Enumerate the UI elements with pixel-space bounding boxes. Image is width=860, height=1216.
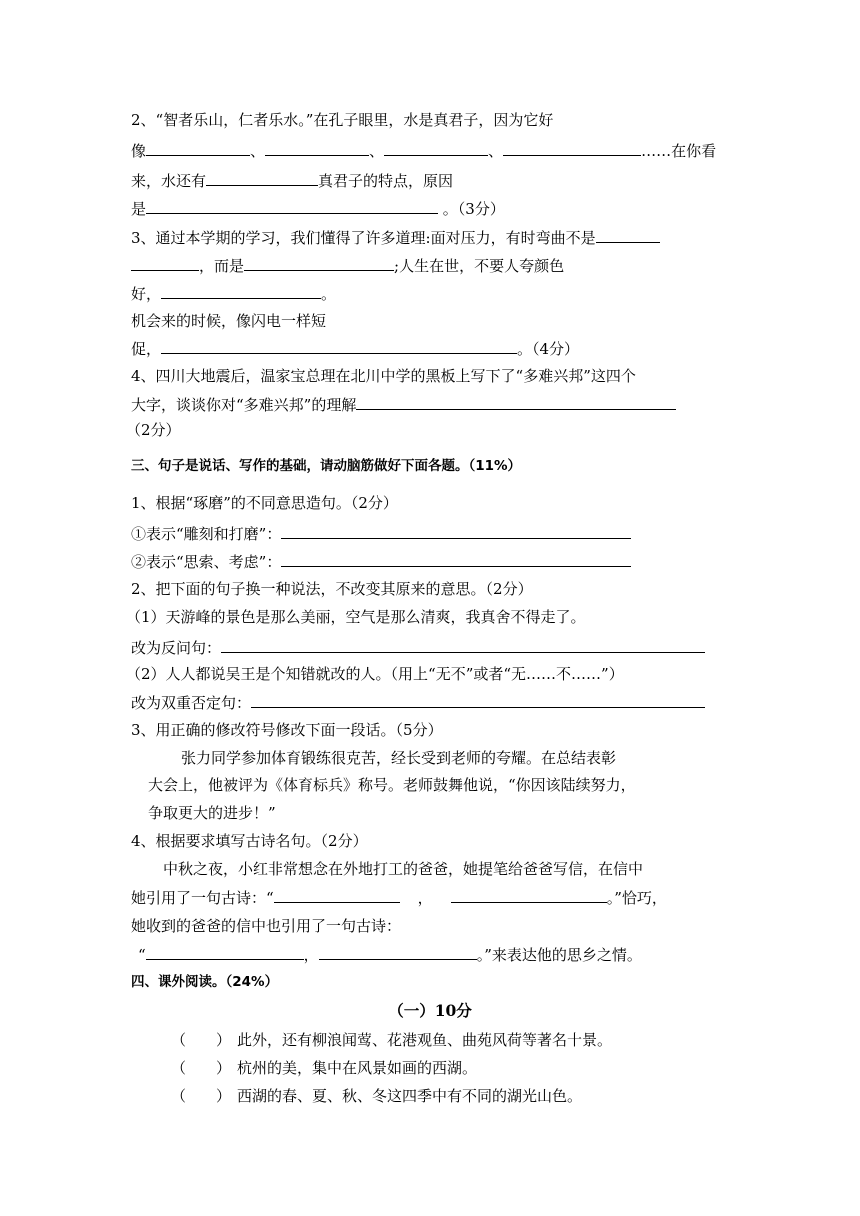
s3-q4-para4-mid: ，	[303, 946, 319, 964]
reading-item-2-paren[interactable]: （ ）	[171, 1059, 232, 1077]
s3-q4-para2-prefix: 她引用了一句古诗：“	[131, 889, 274, 907]
s3-q4-para3: 她收到的爸爸的信中也引用了一句古诗：	[131, 917, 402, 935]
s3-q1: 1、根据“琢磨”的不同意思造句。（2分）	[131, 494, 398, 512]
s3-q1a-blank[interactable]	[281, 522, 631, 539]
s3-q4-blank-2[interactable]	[451, 886, 607, 903]
q4-answer-blank[interactable]	[356, 393, 676, 410]
s3-q4-blank-4[interactable]	[319, 943, 477, 960]
q3-blank-1a[interactable]	[596, 226, 660, 243]
q3-blank-1b[interactable]	[131, 254, 199, 271]
reading-item-1	[171, 1029, 612, 1051]
q3-line3-suffix: 。	[321, 285, 337, 303]
q3-line2	[131, 254, 564, 277]
q3-line5-suffix: 。（4分）	[517, 340, 580, 358]
s3-q3: 3、用正确的修改符号修改下面一段话。（5分）	[131, 721, 443, 739]
q4-line2	[131, 393, 676, 416]
s3-q1b-label: ②表示“思索、考虑”：	[131, 553, 282, 571]
q4-score: （2分）	[126, 421, 181, 439]
s3-q1b	[131, 550, 631, 573]
q2-blank-1[interactable]	[146, 139, 250, 156]
q3-blank-2[interactable]	[244, 254, 394, 271]
reading-item-3	[171, 1085, 582, 1107]
q3-line2-suffix: ;人生在世，不要人夸颜色	[394, 257, 565, 275]
s3-q1a-label: ①表示“雕刻和打磨”：	[131, 525, 282, 543]
q2-sep-3: 、	[488, 142, 504, 160]
section4-heading: 四、课外阅读。（24%）	[131, 974, 279, 990]
q2-sep-1: 、	[250, 142, 266, 160]
s3-q2-s2: （2）人人都说吴王是个知错就改的人。（用上“无不”或者“无……不……”）	[126, 665, 624, 683]
q3-line1-text: 3、通过本学期的学习，我们懂得了许多道理:面对压力，有时弯曲不是	[131, 229, 596, 247]
q2-blank-2[interactable]	[265, 139, 369, 156]
s3-q4-para2	[131, 886, 667, 909]
q3-blank-4[interactable]	[161, 337, 517, 354]
s3-q4-para2-suffix: 。”恰巧，	[606, 889, 667, 907]
s3-q2: 2、把下面的句子换一种说法，不改变其原来的意思。（2分）	[131, 580, 533, 598]
s3-q3-para3: 争取更大的进步！”	[148, 804, 276, 822]
q3-line2-mid: ，而是	[199, 257, 245, 275]
s3-q4-para4-prefix: “	[138, 946, 146, 964]
s3-q4: 4、根据要求填写古诗名句。（2分）	[131, 832, 368, 850]
q2-line2-prefix: 像	[131, 142, 147, 160]
q2-blank-3[interactable]	[384, 139, 488, 156]
s3-q2-s2-label: 改为双重否定句：	[131, 694, 252, 712]
q2-line4-prefix: 是	[131, 200, 147, 218]
s3-q2-s1-blank[interactable]	[221, 636, 705, 653]
reading-item-1-paren[interactable]: （ ）	[171, 1031, 232, 1049]
q2-line3-prefix: 来，水还有	[131, 172, 207, 190]
q3-line1	[131, 226, 660, 249]
q3-line4: 机会来的时候，像闪电一样短	[131, 312, 327, 330]
q4-line1: 4、四川大地震后，温家宝总理在北川中学的黑板上写下了“多难兴邦”这四个	[131, 367, 636, 385]
q3-line3-prefix: 好，	[131, 285, 162, 303]
q2-line3-suffix: 真君子的特点，原因	[318, 172, 454, 190]
s3-q3-para2: 大会上，他被评为《体育标兵》称号。老师鼓舞他说，“你因该陆续努力，	[148, 776, 636, 794]
s3-q2-s2-blank[interactable]	[251, 691, 705, 708]
q3-line5-prefix: 促，	[131, 340, 162, 358]
q2-sep-2: 、	[369, 142, 385, 160]
q2-blank-6[interactable]	[146, 197, 438, 214]
q2-blank-4[interactable]	[503, 139, 641, 156]
section4-subheading: （一）10分	[388, 1001, 472, 1020]
q3-line5	[131, 337, 579, 360]
q2-line2-suffix: ……在你看	[641, 142, 717, 160]
q2-blank-5[interactable]	[206, 169, 318, 186]
reading-item-1-text: 此外，还有柳浪闻莺、花港观鱼、曲苑风荷等著名十景。	[237, 1031, 613, 1049]
reading-item-2-text: 杭州的美，集中在风景如画的西湖。	[237, 1059, 478, 1077]
reading-item-2	[171, 1057, 477, 1079]
s3-q4-blank-3[interactable]	[146, 943, 304, 960]
reading-item-3-paren[interactable]: （ ）	[171, 1087, 232, 1105]
q3-line3	[131, 282, 336, 305]
s3-q3-para1: 张力同学参加体育锻练很克苦，经长受到老师的夸耀。在总结表彰	[181, 749, 617, 767]
q2-line3	[131, 169, 453, 192]
q2-line1: 2、“智者乐山，仁者乐水。”在孔子眼里，水是真君子，因为它好	[131, 111, 554, 129]
q2-line4	[131, 197, 505, 220]
s3-q1b-blank[interactable]	[281, 550, 631, 567]
q3-blank-3[interactable]	[161, 282, 321, 299]
section3-heading: 三、句子是说话、写作的基础，请动脑筋做好下面各题。（11%）	[131, 458, 522, 474]
s3-q1a	[131, 522, 631, 545]
s3-q2-s2-answer	[131, 691, 705, 714]
reading-item-3-text: 西湖的春、夏、秋、冬这四季中有不同的湖光山色。	[237, 1087, 583, 1105]
s3-q4-blank-1[interactable]	[274, 886, 400, 903]
s3-q4-para2-mid: ，	[417, 889, 433, 907]
q2-line2	[131, 139, 716, 162]
s3-q4-para1: 中秋之夜，小红非常想念在外地打工的爸爸，她提笔给爸爸写信，在信中	[163, 860, 644, 878]
s3-q4-para4	[138, 943, 642, 966]
s3-q2-s1-answer	[131, 636, 705, 659]
q2-line4-suffix: 。（3分）	[438, 200, 505, 218]
s3-q2-s1-label: 改为反问句：	[131, 639, 222, 657]
q4-line2-text: 大字，谈谈你对“多难兴邦”的理解	[131, 396, 357, 414]
s3-q4-para4-suffix: 。”来表达他的思乡之情。	[476, 946, 642, 964]
s3-q2-s1: （1）天游峰的景色是那么美丽，空气是那么清爽，我真舍不得走了。	[126, 608, 586, 626]
